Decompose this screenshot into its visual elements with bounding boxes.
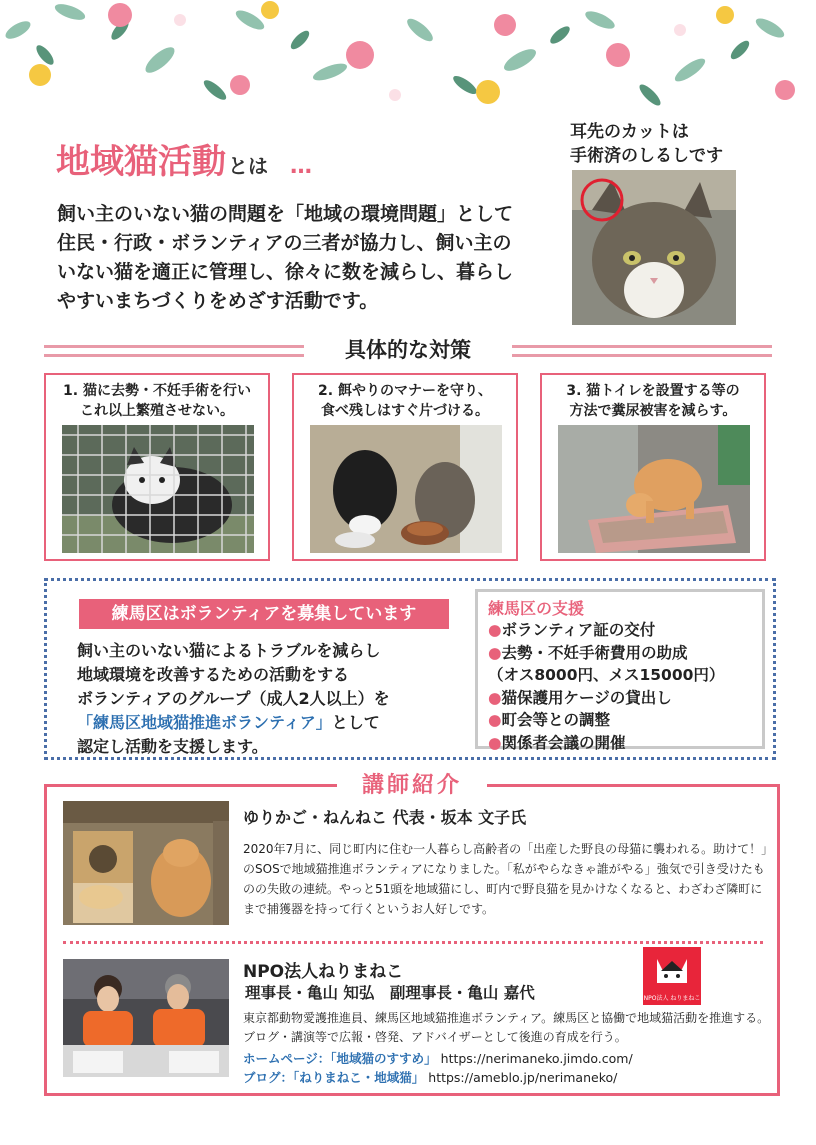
lecturer-section-title: 講師紹介 xyxy=(361,773,462,798)
measure-card-line: 2. 餌やりのマナーを守り、 xyxy=(318,383,492,399)
blog-link-row xyxy=(243,1068,617,1086)
support-item-text: 関係者会議の開催 xyxy=(501,733,626,752)
bullet-icon: ● xyxy=(488,643,502,662)
npo-bio: 東京都動物愛護推進員、練馬区地域猫推進ボランティア。練馬区と協働で地域猫活動を推進する。ブログ・講演等で広報・啓発、アドバイザーとして後進の育成を行う。 xyxy=(243,1011,770,1044)
volunteer-line xyxy=(77,711,497,735)
bullet-icon: ● xyxy=(488,711,502,729)
support-item xyxy=(488,687,752,710)
support-item-text: （オス8000円、メス15000円） xyxy=(488,666,725,684)
bullet-icon: ● xyxy=(488,688,502,707)
title-dots: … xyxy=(290,154,316,179)
support-item-text: ボランティア証の交付 xyxy=(501,621,656,639)
lecturer-title-wrap xyxy=(337,769,487,803)
support-item-text: 猫保護用ケージの貸出し xyxy=(501,688,672,707)
measure-card-line: 方法で糞尿被害を減らす。 xyxy=(569,403,737,419)
cat-litter-photo xyxy=(558,425,750,553)
support-item xyxy=(488,619,752,642)
ear-cut-caption-line: 手術済のしるしです xyxy=(570,146,723,166)
measure-card-line: 3. 猫トイレを設置する等の xyxy=(566,383,740,399)
support-title: 練馬区の支援 xyxy=(488,599,585,618)
lecturer-section xyxy=(44,773,780,1096)
bullet-icon: ● xyxy=(488,621,502,639)
support-item-text: 町会等との調整 xyxy=(501,711,611,729)
measure-card-line: これ以上繁殖させない。 xyxy=(80,403,234,419)
lecturer1-cats-photo xyxy=(63,801,229,925)
intro-line: 飼い主のいない猫の問題を「地域の環境問題」として xyxy=(57,203,514,225)
caged-cat-photo xyxy=(62,425,254,553)
nerima-support-box xyxy=(475,589,765,752)
support-item xyxy=(488,709,752,732)
measure-card-text xyxy=(300,381,510,421)
volunteer-program-name: 「練馬区地域猫推進ボランティア」 xyxy=(77,713,332,732)
measure-card-line: 1. 猫に去勢・不妊手術を行い xyxy=(63,383,251,399)
measure-card-line: 食べ残しはすぐ片づける。 xyxy=(321,403,489,419)
measures-band-right xyxy=(512,339,772,363)
volunteer-recruitment-panel xyxy=(44,578,776,760)
npo-logo-text: NPO法人 ねりまねこ xyxy=(643,995,701,1002)
volunteer-badge: 練馬区はボランティアを募集しています xyxy=(79,599,449,629)
support-item xyxy=(488,732,752,755)
lecturer1-name: ゆりかご・ねんねこ 代表・坂本 文子氏 xyxy=(243,808,527,827)
support-item-text: 去勢・不妊手術費用の助成 xyxy=(501,643,688,662)
volunteer-line: ボランティアのグループ（成人2人以上）を xyxy=(77,689,390,708)
volunteer-line-rest: として xyxy=(331,713,380,732)
ear-cut-caption xyxy=(570,120,723,168)
support-item-subsidy-amounts xyxy=(488,664,752,687)
npo-logo xyxy=(643,947,701,1005)
bullet-icon: ● xyxy=(488,733,502,752)
blog-label: ブログ： xyxy=(243,1070,294,1085)
page-title xyxy=(56,140,316,189)
homepage-link-row xyxy=(243,1049,633,1067)
blog-url-link[interactable]: https://ameblo.jp/nerimaneko/ xyxy=(428,1070,618,1085)
volunteer-line: 飼い主のいない猫によるトラブルを減らし xyxy=(77,641,381,660)
measure-card-text xyxy=(52,381,262,421)
measure-card-3 xyxy=(540,373,766,561)
npo-name: NPO法人ねりまねこ xyxy=(243,962,404,982)
ear-cut-caption-line: 耳先のカットは xyxy=(570,122,689,142)
homepage-url-link[interactable]: https://nerimaneko.jimdo.com/ xyxy=(440,1051,633,1066)
lecturer-divider xyxy=(63,941,763,944)
measures-band-left xyxy=(44,339,304,363)
lecturer1-bio: 2020年7月に、同じ町内に住む一人暮らし高齢者の「出産した野良の母猫に襲われる。助けて！」のSOSで地域猫推進ボランティアになりました。「私がやらなきゃ誰がやる」強気で引き受けたものの失敗の連続。やっと51頭を地域猫にし、町内で野良猫を見かけなくなると、わざわざ隣町にまで捕獲器を持って行くというお人好しです。 xyxy=(243,842,768,916)
volunteer-line: 地域環境を改善するための活動をする xyxy=(77,665,350,684)
npo-directors-photo xyxy=(63,959,229,1077)
homepage-label: ホームページ： xyxy=(243,1051,331,1066)
measure-card-1 xyxy=(44,373,270,561)
floral-header-decoration xyxy=(0,0,816,118)
cats-eating-photo xyxy=(310,425,502,553)
measure-card-2 xyxy=(292,373,518,561)
npo-roles: 理事長・亀山 知弘 副理事長・亀山 嘉代 xyxy=(245,984,535,1002)
intro-line: いない猫を適正に管理し、徐々に数を減らし、暮らし xyxy=(57,261,514,283)
title-suffix: とは xyxy=(228,154,268,178)
blog-title: 「ねりまねこ・地域猫」 xyxy=(293,1070,425,1085)
intro-line: 住民・行政・ボランティアの三者が協力し、飼い主の xyxy=(57,232,512,254)
intro-paragraph xyxy=(57,200,527,316)
title-main: 地域猫活動 xyxy=(56,142,226,182)
intro-line: やすいまちづくりをめざす活動です。 xyxy=(57,290,379,312)
ear-cut-cat-photo xyxy=(572,170,736,325)
support-item xyxy=(488,642,752,665)
measure-card-text xyxy=(548,381,758,421)
volunteer-line: 認定し活動を支援します。 xyxy=(77,737,268,756)
measures-title: 具体的な対策 xyxy=(345,338,471,362)
homepage-title: 「地域猫のすすめ」 xyxy=(330,1051,437,1066)
volunteer-description xyxy=(77,639,497,759)
